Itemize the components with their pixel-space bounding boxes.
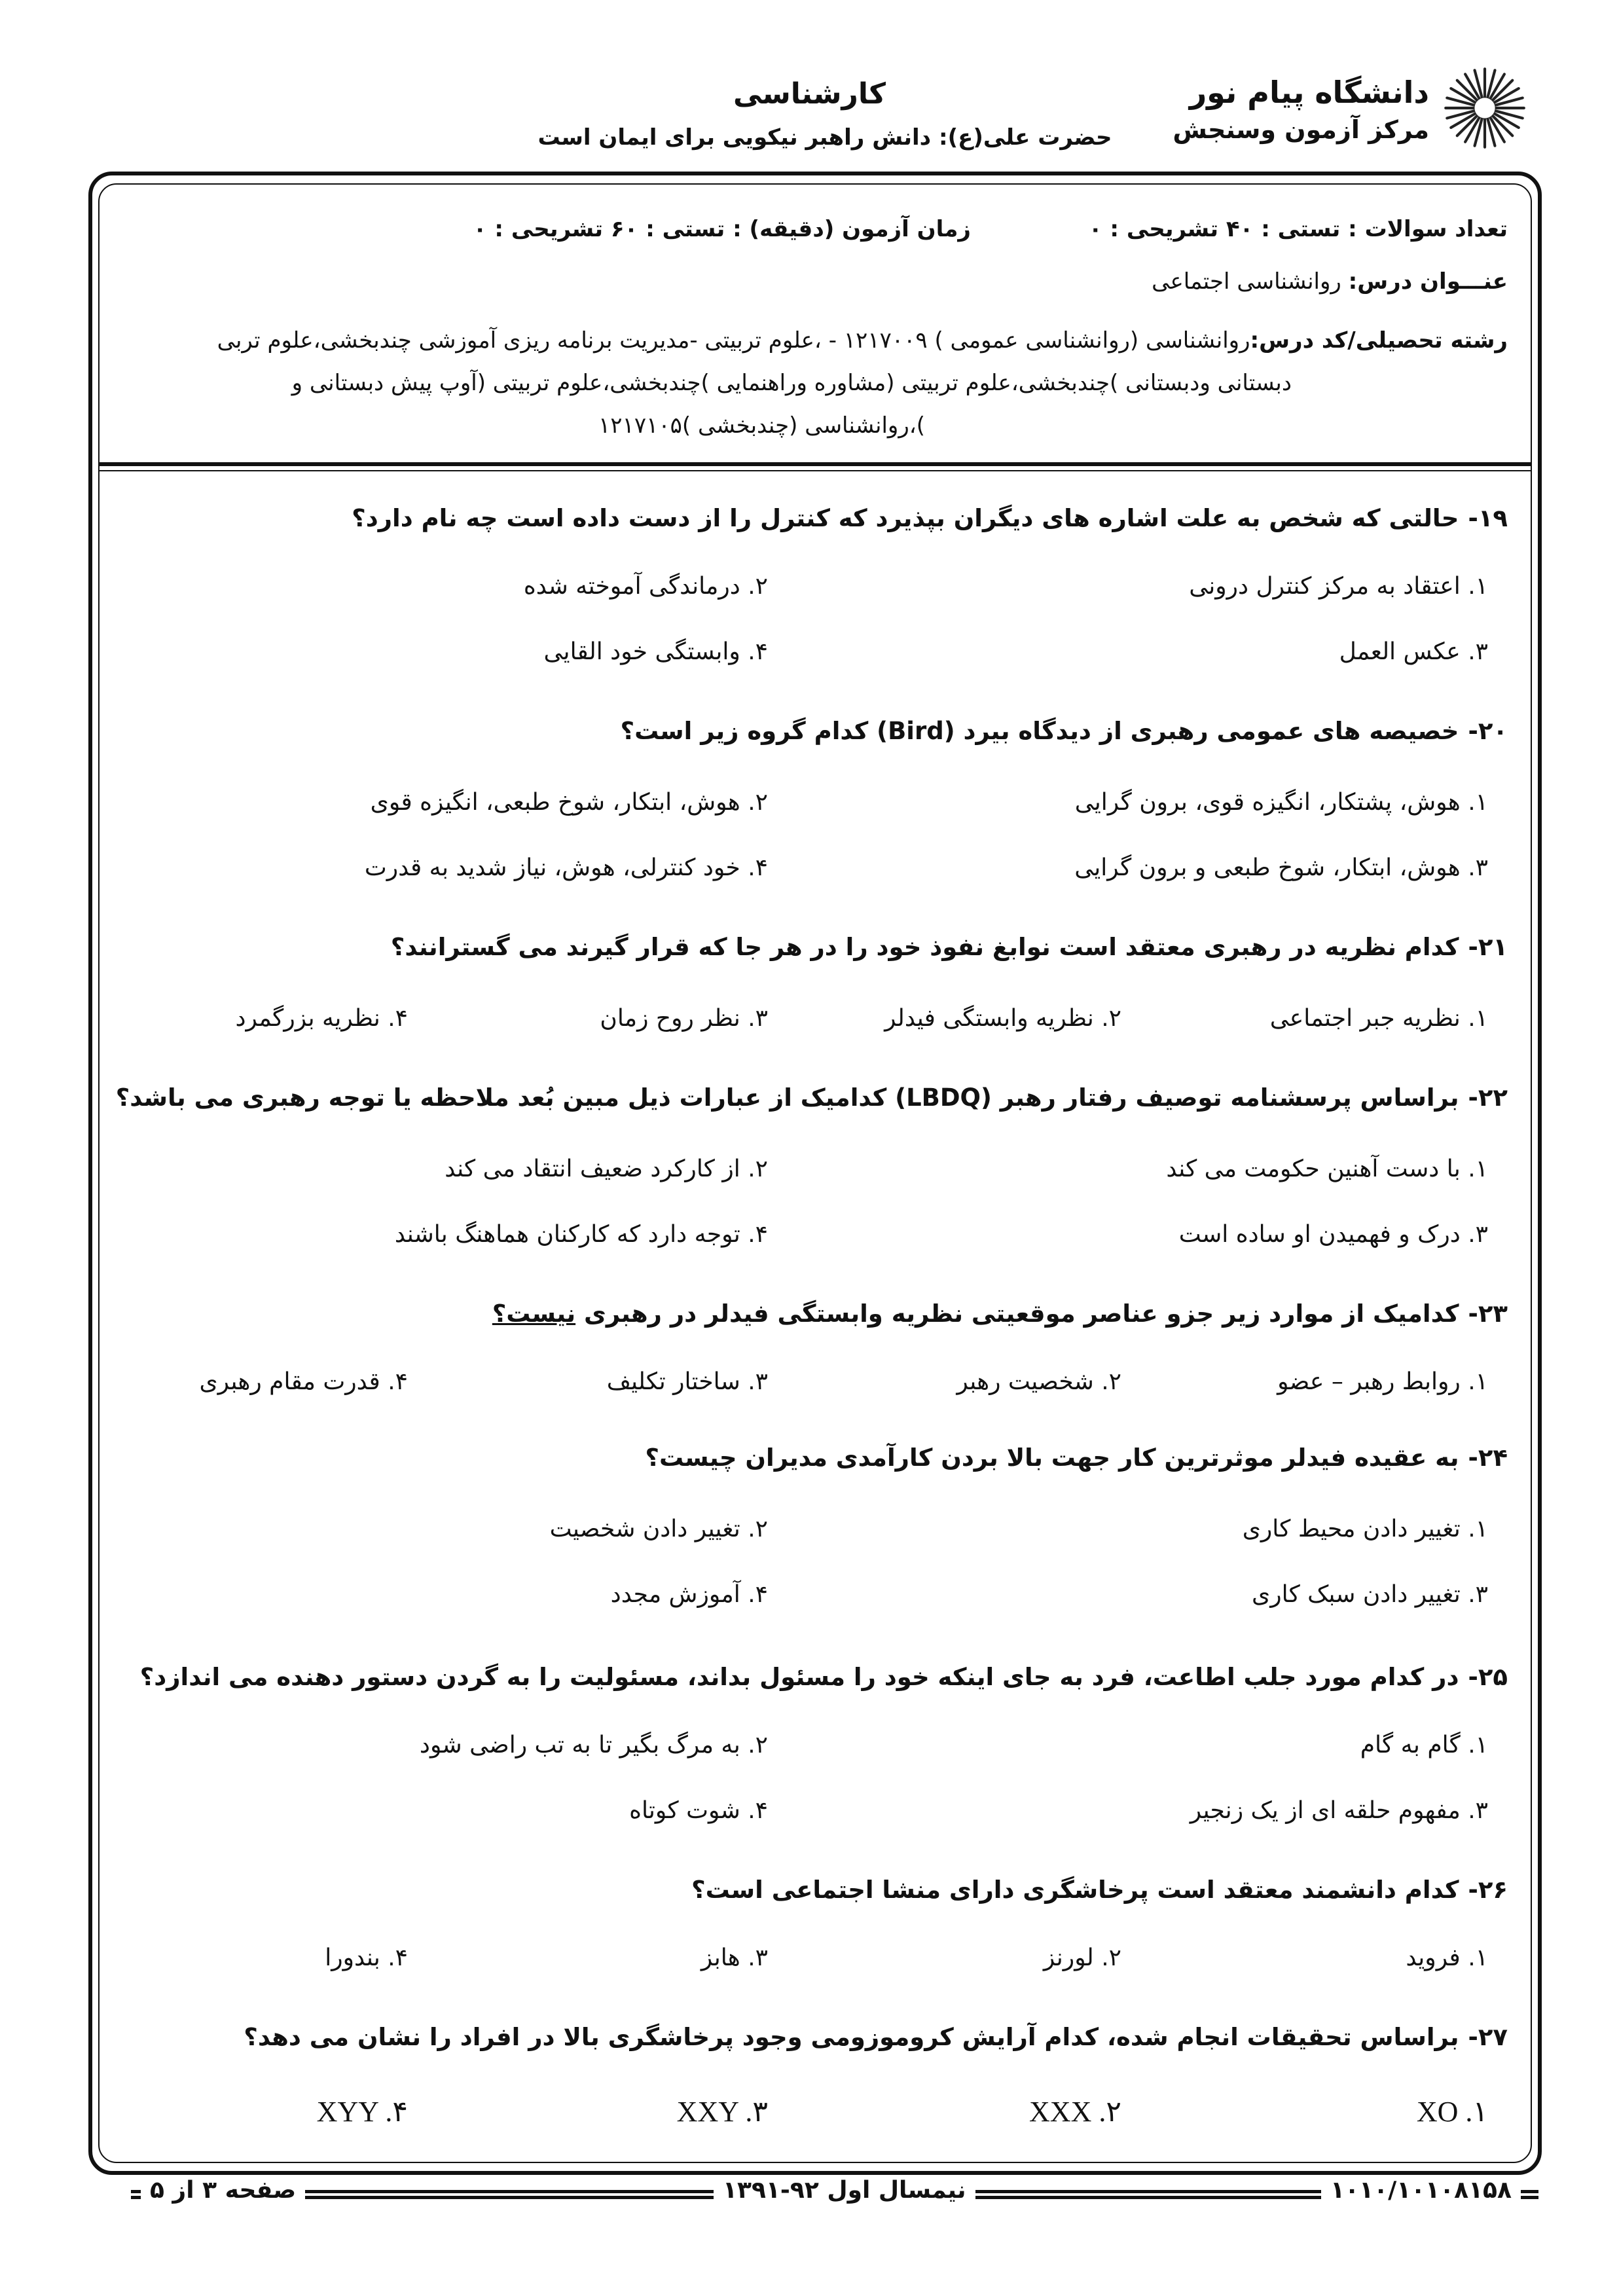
- page-header: [0, 0, 1619, 170]
- q27-option-2[interactable]: XXX .۲: [1029, 2096, 1121, 2128]
- field-code-line1: روانشناسی (روانشناسی عمومی ) ۱۲۱۷۰۰۹ - ،علوم تربیتی -مدیریت برنامه ریزی آموزشی چندبخشی،علوم تربی: [217, 327, 1250, 354]
- footer-semester: نیمسال اول ۹۲-۱۳۹۱: [714, 2177, 975, 2204]
- q21-option-2[interactable]: ۲. نظریه وابستگی فیدلر: [884, 1005, 1121, 1032]
- info-divider-thin: [98, 470, 1532, 471]
- q24-option-1[interactable]: ۱. تغییر دادن محیط کاری: [1242, 1516, 1488, 1542]
- q24-option-4[interactable]: ۴. آموزش مجدد: [610, 1581, 768, 1608]
- q27-option-4[interactable]: XYY .۴: [316, 2096, 408, 2128]
- exam-duration: زمان آزمون (دقیقه) : تستی : ۶۰ تشریحی : ۰: [473, 216, 971, 242]
- q22-option-2[interactable]: ۲. از کارکرد ضعیف انتقاد می کند: [445, 1156, 768, 1182]
- question-22: ۲۲-براساس پرسشنامه توصیف رفتار رهبر (LBDQ) کدامیک از عبارات ذیل مبین بُعد ملاحظه یا توجه رهبری می باشد؟: [115, 1084, 1508, 1112]
- question-20: ۲۰-خصیصه های عمومی رهبری از دیدگاه بیرد (Bird) کدام گروه زیر است؟: [620, 717, 1508, 745]
- field-code-label: رشته تحصیلی/کد درس:: [1250, 327, 1508, 354]
- q23-option-4[interactable]: ۴. قدرت مقام رهبری: [199, 1368, 408, 1395]
- q22-option-1[interactable]: ۱. با دست آهنین حکومت می کند: [1166, 1156, 1488, 1182]
- q21-option-1[interactable]: ۱. نظریه جبر اجتماعی: [1269, 1005, 1488, 1032]
- q27-option-3[interactable]: XXY .۳: [676, 2096, 768, 2128]
- q19-option-1[interactable]: ۱. اعتقاد به مرکز کنترل درونی: [1189, 573, 1488, 600]
- q26-option-4[interactable]: ۴. بندورا: [325, 1944, 408, 1971]
- q26-option-2[interactable]: ۲. لورنز: [1043, 1944, 1121, 1971]
- q25-option-1[interactable]: ۱. گام به گام: [1360, 1732, 1488, 1758]
- question-27: ۲۷-براساس تحقیقات انجام شده، کدام آرایش کروموزومی وجود پرخاشگری بالا در افراد را نشان می دهد؟: [244, 2023, 1508, 2051]
- q25-option-2[interactable]: ۲. به مرگ بگیر تا به تب راضی شود: [419, 1732, 768, 1758]
- field-code-row: [217, 327, 1508, 354]
- question-25: ۲۵-در کدام مورد جلب اطاعت، فرد به جای اینکه خود را مسئول بداند، مسئولیت را به گردن دستور دهنده می اندازد؟: [139, 1663, 1508, 1691]
- q23-option-1[interactable]: ۱. روابط رهبر – عضو: [1277, 1368, 1488, 1395]
- question-19: ۱۹-حالتی که شخص به علت اشاره های دیگران بپذیرد که کنترل را از دست داده است چه نام دارد؟: [352, 504, 1508, 532]
- q23-option-2[interactable]: ۲. شخصیت رهبر: [956, 1368, 1121, 1395]
- q25-option-4[interactable]: ۴. شوت کوتاه: [629, 1797, 768, 1824]
- q19-option-3[interactable]: ۳. عکس العمل: [1339, 638, 1488, 665]
- q24-option-3[interactable]: ۳. تغییر دادن سبک کاری: [1252, 1581, 1488, 1608]
- course-title-row: [1152, 268, 1508, 295]
- q26-option-1[interactable]: ۱. فروید: [1406, 1944, 1488, 1971]
- university-name: دانشگاه پیام نور: [1189, 75, 1429, 110]
- q21-option-3[interactable]: ۳. نظر روح زمان: [600, 1005, 768, 1032]
- q24-option-2[interactable]: ۲. تغییر دادن شخصیت: [549, 1516, 768, 1542]
- question-count: تعداد سوالات : تستی : ۴۰ تشریحی : ۰: [1088, 216, 1508, 242]
- field-code-line2: دبستانی ودبستانی )چندبخشی،علوم تربیتی (مشاوره وراهنمایی )چندبخشی،علوم تربیتی (آوپ پیش دبستانی و: [291, 370, 1292, 396]
- q19-option-4[interactable]: ۴. وابستگی خود القایی: [543, 638, 768, 665]
- q27-option-1[interactable]: XO .۱: [1416, 2096, 1488, 2128]
- header-quote: حضرت علی(ع): دانش راهبر نیکویی برای ایمان است: [537, 124, 1112, 151]
- q20-option-4[interactable]: ۴. خود کنترلی، هوش، نیاز شدید به قدرت: [364, 854, 768, 881]
- q19-option-2[interactable]: ۲. درماندگی آموخته شده: [523, 573, 768, 600]
- question-21: ۲۱-کدام نظریه در رهبری معتقد است نوابغ نفوذ خود را در هر جا که قرار گیرند می گسترانند؟: [390, 933, 1508, 961]
- q22-option-3[interactable]: ۳. درک و فهمیدن او ساده است: [1178, 1221, 1488, 1248]
- q20-option-2[interactable]: ۲. هوش، ابتکار، شوخ طبعی، انگیزه قوی: [370, 789, 768, 816]
- question-23: ۲۳-کدامیک از موارد زیر جزو عناصر موقعیتی نظریه وابستگی فیدلر در رهبری نیست؟: [492, 1300, 1508, 1328]
- field-code-line3: )،روانشناسی (چندبخشی )۱۲۱۷۱۰۵: [598, 412, 925, 439]
- q21-option-4[interactable]: ۴. نظریه بزرگمرد: [235, 1005, 408, 1032]
- q25-option-3[interactable]: ۳. مفهوم حلقه ای از یک زنجیر: [1190, 1797, 1488, 1824]
- q22-option-4[interactable]: ۴. توجه دارد که کارکنان هماهنگ باشند: [394, 1221, 768, 1248]
- q26-option-3[interactable]: ۳. هابز: [700, 1944, 768, 1971]
- info-divider: [98, 462, 1532, 466]
- course-title-label: عنـــوان درس:: [1348, 268, 1508, 295]
- question-26: ۲۶-کدام دانشمند معتقد است پرخاشگری دارای منشا اجتماعی است؟: [691, 1876, 1508, 1904]
- exam-center-name: مرکز آزمون وسنجش: [1173, 115, 1429, 144]
- degree-level: کارشناسی: [733, 77, 886, 111]
- question-24: ۲۴-به عقیده فیدلر موثرترین کار جهت بالا بردن کارآمدی مدیران چیست؟: [645, 1444, 1508, 1472]
- q20-option-1[interactable]: ۱. هوش، پشتکار، انگیزه قوی، برون گرایی: [1074, 789, 1488, 816]
- q23-underlined-word: نیست؟: [492, 1300, 576, 1328]
- q20-option-3[interactable]: ۳. هوش، ابتکار، شوخ طبعی و برون گرایی: [1074, 854, 1488, 881]
- q23-option-3[interactable]: ۳. ساختار تکلیف: [606, 1368, 768, 1395]
- footer-exam-code: ۱۰۱۰/۱۰۱۰۸۱۵۸: [1321, 2177, 1521, 2204]
- footer-page-number: صفحه ۳ از ۵: [141, 2177, 305, 2204]
- course-title: روانشناسی اجتماعی: [1152, 268, 1349, 295]
